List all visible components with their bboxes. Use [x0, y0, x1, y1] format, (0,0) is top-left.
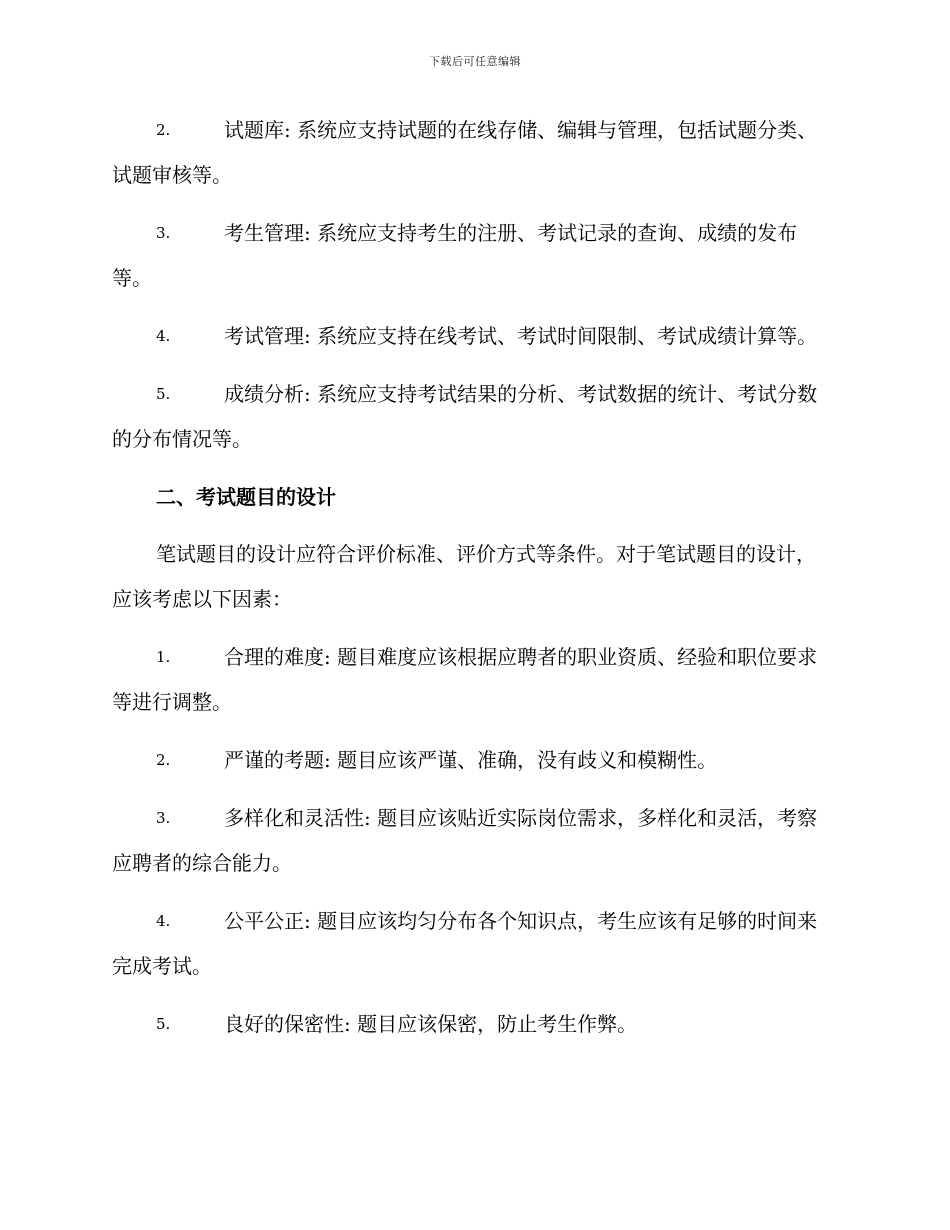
list-item-number: 4. — [156, 912, 171, 930]
list-item-text: 考试管理: 系统应支持在线考试、考试时间限制、考试成绩计算等。 — [224, 324, 818, 348]
list-item — [112, 372, 830, 462]
list-item-number: 5. — [156, 1015, 171, 1033]
list-item-number: 4. — [156, 327, 171, 345]
list-item — [112, 1002, 830, 1047]
list-item-number: 3. — [156, 224, 171, 242]
list-item-number: 3. — [156, 809, 171, 827]
list-item — [112, 635, 830, 725]
list-item-text: 公平公正: 题目应该均匀分布各个知识点，考生应该有足够的时间来完成考试。 — [112, 909, 818, 978]
document-body — [112, 108, 830, 1060]
list-item — [112, 314, 830, 359]
list-item-text: 合理的难度: 题目难度应该根据应聘者的职业资质、经验和职位要求等进行调整。 — [112, 645, 818, 714]
list-item-text: 良好的保密性: 题目应该保密，防止考生作弊。 — [224, 1012, 638, 1036]
list-item-text: 考生管理: 系统应支持考生的注册、考试记录的查询、成绩的发布等。 — [112, 221, 798, 290]
list-item — [112, 211, 830, 301]
section-heading: 二、考试题目的设计 — [156, 485, 336, 509]
page-header: 下载后可任意编辑 — [429, 55, 521, 68]
list-item-number: 2. — [156, 121, 171, 139]
list-item-number: 1. — [156, 648, 171, 666]
list-item-number: 2. — [156, 751, 171, 769]
list-item-text: 严谨的考题: 题目应该严谨、准确，没有歧义和模糊性。 — [224, 748, 718, 772]
list-item-text: 试题库: 系统应支持试题的在线存储、编辑与管理，包括试题分类、试题审核等。 — [112, 118, 818, 187]
list-item-text: 成绩分析: 系统应支持考试结果的分析、考试数据的统计、考试分数的分布情况等。 — [112, 382, 818, 451]
list-item — [112, 108, 830, 198]
list-item — [112, 796, 830, 886]
list-item — [112, 899, 830, 989]
section-intro-paragraph: 笔试题目的设计应符合评价标准、评价方式等条件。对于笔试题目的设计，应该考虑以下因素： — [112, 542, 816, 611]
list-item-text: 多样化和灵活性: 题目应该贴近实际岗位需求，多样化和灵活，考察应聘者的综合能力。 — [112, 806, 818, 875]
list-item-number: 5. — [156, 385, 171, 403]
list-item — [112, 738, 830, 783]
